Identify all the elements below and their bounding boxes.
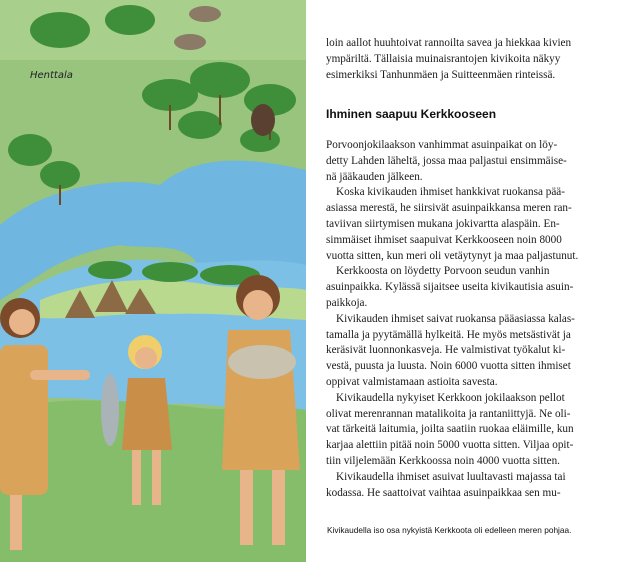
image-caption: Kivikaudella iso osa nykyistä Kerkkoota oli edelleen meren pohjaa. bbox=[327, 525, 572, 535]
body-line: Kerkkoosta on löydetty Porvoon seudun vanhin bbox=[336, 265, 550, 278]
body-line: detty Lahden läheltä, jossa maa paljastui ensimmäise- bbox=[326, 154, 567, 167]
place-label: Henttala bbox=[30, 70, 73, 81]
body-line: Kivikaudella ihmiset asuivat luultavasti majassa tai bbox=[336, 470, 566, 483]
elk bbox=[174, 34, 206, 50]
intro-text bbox=[326, 36, 608, 83]
intro-line: esimerkiksi Tanhunmäen ja Suitteenmäen rinteissä. bbox=[326, 68, 556, 81]
body-line: vuotta sitten, kun meri oli vetäytynyt ja maa paljastunut. bbox=[326, 249, 579, 262]
body-line: Kivikaudella nykyiset Kerkkoon jokilaakson pellot bbox=[336, 391, 565, 404]
clay-pot bbox=[228, 345, 296, 379]
body-line: taviivan siirtymisen mukana jokivartta alaspäin. En- bbox=[326, 217, 560, 230]
body-line: simmäiset ihmiset saapuivat Kerkkooseen noin 8000 bbox=[326, 233, 562, 246]
body-line: paikkoja. bbox=[326, 296, 368, 309]
body-line: Porvoonjokilaakson vanhimmat asuinpaikat on löy- bbox=[326, 139, 558, 151]
bear bbox=[251, 104, 275, 136]
body-line: vat tärkeitä laitumia, joilta saatiin ruokaa eläimille, kun bbox=[326, 423, 574, 436]
stone-age-illustration bbox=[0, 0, 306, 562]
body-line: Koska kivikauden ihmiset hankkivat ruokansa pää- bbox=[336, 186, 565, 199]
intro-line: ympäriltä. Tällaisia muinaisrantojen kivikoita näkyy bbox=[326, 52, 561, 65]
body-line: vestä, puusta ja luusta. Noin 6000 vuotta sitten ihmiset bbox=[326, 360, 571, 373]
fish bbox=[101, 374, 119, 446]
intro-line: loin aallot huuhtoivat rannoilta savea ja hiekkaa kivien bbox=[326, 37, 572, 49]
body-line: oppivat valmistamaan astioita savesta. bbox=[326, 375, 498, 388]
body-line: asuinpaikka. Kylässä sijaitsee useita kivikautisia asuin- bbox=[326, 281, 574, 294]
body-line: Kivikauden ihmiset saivat ruokansa pääasiassa kalas- bbox=[336, 312, 575, 325]
elk bbox=[189, 6, 221, 22]
body-line: tamalla ja pyytämällä hylkeitä. He myös metsästivät ja bbox=[326, 328, 571, 341]
body-text bbox=[326, 138, 608, 501]
section-heading: Ihminen saapuu Kerkkooseen bbox=[326, 107, 497, 121]
body-line: keräsivät luonnonkasveja. He valmistivat työkalut ki- bbox=[326, 344, 566, 357]
body-line: nä jääkauden jälkeen. bbox=[326, 170, 423, 183]
illustration-drawing bbox=[0, 0, 306, 562]
body-line: karjaa alettiin pitää noin 5000 vuotta sitten. Viljaa opit- bbox=[326, 439, 574, 452]
body-line: asiassa merestä, he siirsivät asuinpaikkansa meren ran- bbox=[326, 202, 572, 215]
body-line: tiin viljelemään Kerkkoossa noin 4000 vuotta sitten. bbox=[326, 454, 560, 467]
body-line: kodassa. He saattoivat vaihtaa asuinpaikkaa sen mu- bbox=[326, 486, 561, 499]
body-line: olivat merenrannan matalikoita ja rantaniittyjä. Ne oli- bbox=[326, 407, 571, 420]
